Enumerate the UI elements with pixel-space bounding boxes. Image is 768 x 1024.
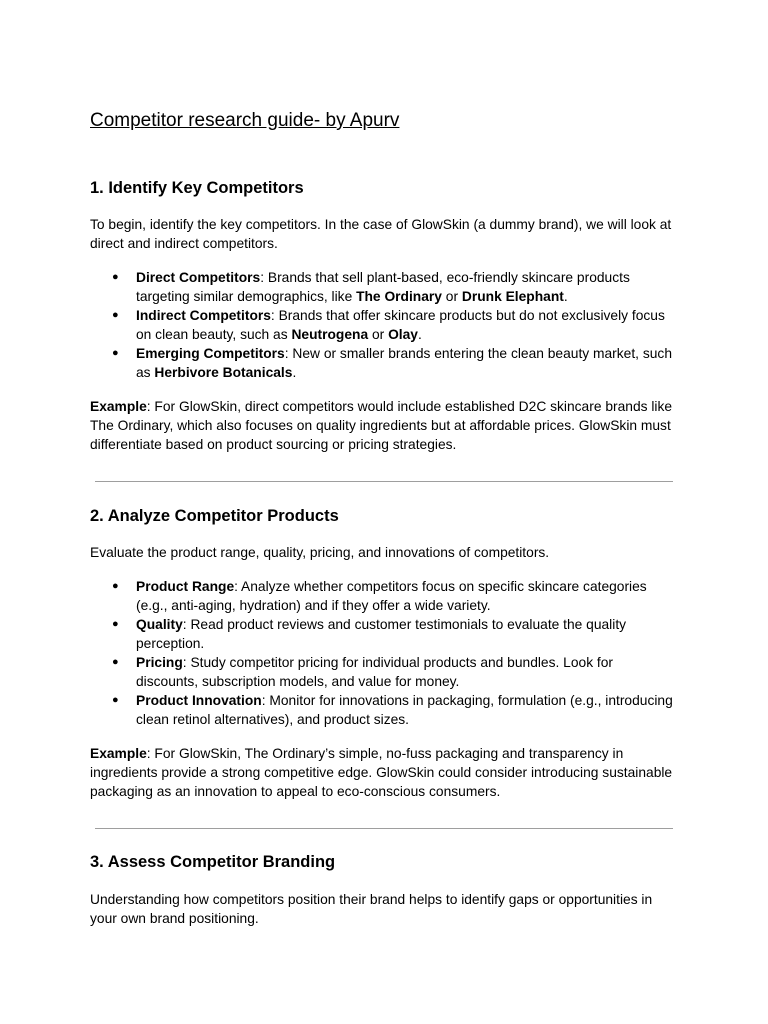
list-item: ● Quality: Read product reviews and customer testimonials to evaluate the quality perception. [90, 615, 690, 653]
list-item: ● Indirect Competitors: Brands that offer skincare products but do not exclusively focus on clean beauty, such as Neutrogena or Olay. [90, 306, 690, 344]
section-3-intro: Understanding how competitors position their brand helps to identify gaps or opportunities in your own brand positioning. [90, 892, 653, 926]
section-1-heading: 1. Identify Key Competitors [90, 179, 304, 197]
list-item: ● Pricing: Study competitor pricing for individual products and bundles. Look for discounts, subscription models, and value for money. [90, 653, 690, 691]
section-2-bullets [90, 577, 690, 729]
section-1-bullets [90, 268, 690, 382]
section-1-example: Example: For GlowSkin, direct competitors would include established D2C skincare brands like The Ordinary, which also focuses on quality ingredients but at affordable prices. GlowSkin must differentiate based on product sourcing or pricing strategies. [90, 399, 673, 452]
section-divider [95, 481, 673, 482]
page-title: Competitor research guide- by Apurv [90, 110, 400, 131]
section-2-example: Example: For GlowSkin, The Ordinary’s simple, no-fuss packaging and transparency in ingredients provide a strong competitive edge. GlowSkin could consider introducing sustainable packaging as an innovation to appeal to eco-conscious consumers. [90, 746, 673, 799]
list-item: ● Product Range: Analyze whether competitors focus on specific skincare categories (e.g., anti-aging, hydration) and if they offer a wide variety. [90, 577, 690, 615]
section-1-intro: To begin, identify the key competitors. In the case of GlowSkin (a dummy brand), we will look at direct and indirect competitors. [90, 217, 672, 251]
list-item: ● Product Innovation: Monitor for innovations in packaging, formulation (e.g., introducing clean retinol alternatives), and product sizes. [90, 691, 690, 729]
section-divider [95, 828, 673, 829]
list-item: ● Direct Competitors: Brands that sell plant-based, eco-friendly skincare products targeting similar demographics, like The Ordinary or Drunk Elephant. [90, 268, 690, 306]
section-2-intro: Evaluate the product range, quality, pricing, and innovations of competitors. [90, 545, 550, 560]
section-3-heading: 3. Assess Competitor Branding [90, 853, 336, 871]
section-2-heading: 2. Analyze Competitor Products [90, 507, 339, 525]
list-item: ● Emerging Competitors: New or smaller brands entering the clean beauty market, such as Herbivore Botanicals. [90, 344, 690, 382]
